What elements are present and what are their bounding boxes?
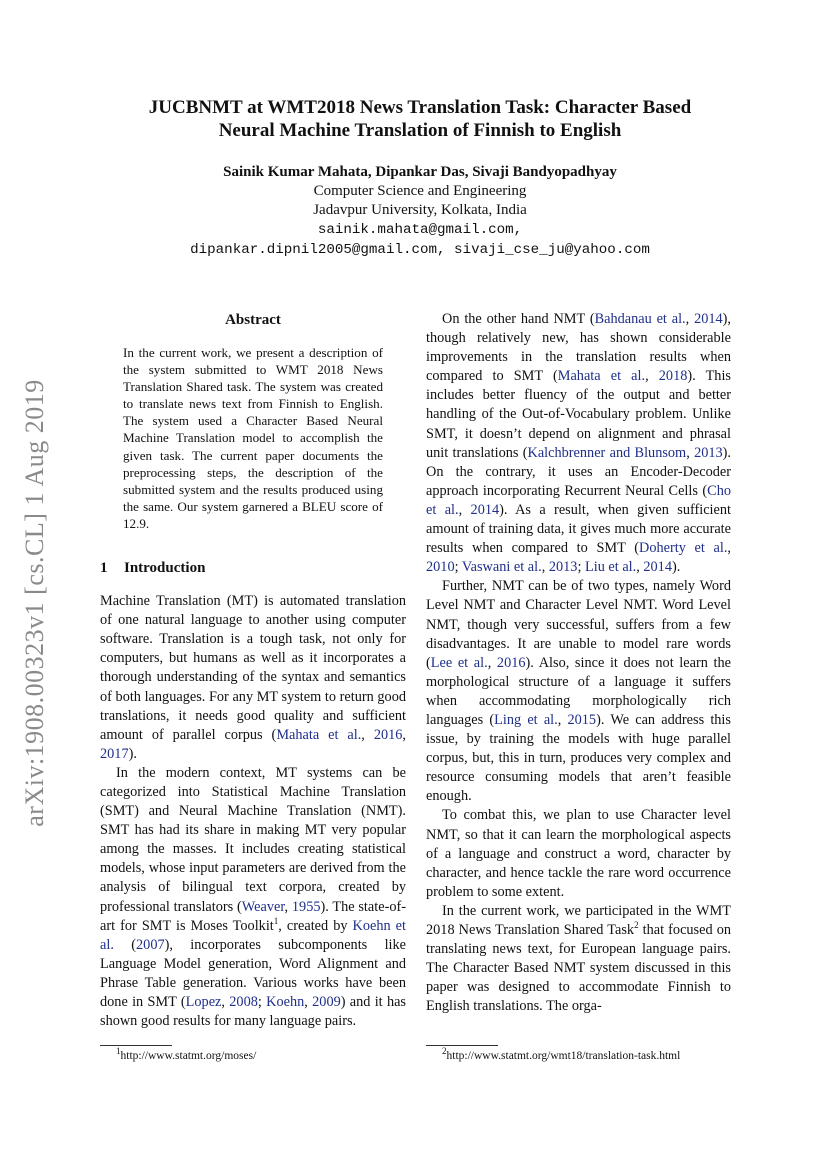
text-run: ,: [221, 994, 230, 1010]
affiliation-university: Jadavpur University, Kolkata, India: [313, 202, 527, 218]
text-run: ,: [284, 898, 292, 915]
text-run: ;: [577, 559, 585, 576]
text-run: Further, NMT can be of two types, namely Word Level NMT and Character Level NMT. Word Level NMT, though very successful, suffers from a few disadvantages. It are unable to model rare words (: [426, 578, 731, 671]
citation-link[interactable]: Cho et al.: [426, 482, 731, 518]
citation-link[interactable]: 2007: [136, 936, 165, 953]
citation-link[interactable]: Ling et al.: [494, 711, 558, 728]
text-run: In the current work, we participated in the WMT 2018 News Translation Shared Task: [426, 902, 731, 938]
citation-link[interactable]: 2014: [694, 311, 723, 327]
footnote-rule-left: [100, 1045, 172, 1046]
footnote-number: 2: [442, 1046, 447, 1057]
citation-link[interactable]: 2017: [100, 745, 129, 762]
right-paragraph-1: [426, 310, 731, 577]
citation-link[interactable]: 2015: [567, 711, 597, 728]
citation-link[interactable]: 2016: [373, 726, 403, 743]
citation-link[interactable]: 2010: [426, 559, 455, 576]
author-email-2: dipankar.dipnil2005@gmail.com, sivaji_cse_ju@yahoo.com: [190, 242, 650, 258]
abstract-text: In the current work, we present a description of the system submitted to WMT 2018 News Translation Shared task. The system was created to translate news text from Finnish to English. The system used a Character Based Neural Machine Translation model to accomplish the given task. The current paper documents the preprocessing steps, the description of the submitted system and the results produced using the same. Our system garnered a BLEU score of 12.9.: [123, 345, 383, 531]
text-run: ). On the contrary, it uses an Encoder-Decoder approach incorporating Recurrent Neural Cells (: [426, 444, 731, 499]
footnote-marker[interactable]: 1: [273, 915, 279, 926]
footnote-marker[interactable]: 2: [634, 920, 639, 931]
footnote-1: [116, 1046, 257, 1063]
citation-link[interactable]: Mahata et al.: [276, 726, 362, 743]
text-run: ,: [557, 711, 568, 728]
text-run: ,: [685, 311, 695, 327]
text-run: ). As a result, when given sufficient amount of training data, it gives much more accurate results when compared to SMT (: [426, 501, 731, 557]
text-run: ) and it has shown good results for many language pairs.: [100, 994, 406, 1030]
left-column: [100, 310, 406, 1031]
text-run: ;: [257, 994, 267, 1010]
title-block: [100, 96, 740, 260]
citation-link[interactable]: 1955: [291, 898, 321, 915]
section-heading-introduction: [100, 558, 406, 578]
citation-link[interactable]: 2009: [312, 994, 341, 1010]
text-run: ). Also, since it does not learn the morphological structure of a language it suffers when accommodating morphologically rich languages (: [426, 654, 731, 728]
citation-link[interactable]: 2014: [643, 559, 672, 576]
citation-link[interactable]: Kalchbrenner and Blunsom: [527, 444, 687, 461]
right-paragraph-2: [426, 577, 731, 806]
text-run: ), though relatively new, has shown considerable improvements in the translation results when compared to SMT (: [426, 311, 731, 385]
paper-title-line-2: Neural Machine Translation of Finnish to English: [218, 120, 622, 141]
text-run: Machine Translation (MT) is automated translation of one natural language to another using computer software. Translation is a tough task, not only for computers, but humans as well as it incorporates a thorough understanding of the syntax and semantics of both languages. For any MT system to return good translations, it needs good quality and sufficient amount of parallel corpus (: [100, 593, 406, 743]
right-column: [426, 310, 731, 1016]
citation-link[interactable]: 2014: [470, 501, 500, 518]
text-run: (: [113, 936, 137, 953]
text-run: ,: [458, 501, 471, 518]
right-paragraph-3: To combat this, we plan to use Character level NMT, so that it can learn the morphological aspects of a language and construct a word, character by character, and hence tackle the rare word occurrence problem to some extent.: [426, 807, 731, 900]
citation-link[interactable]: 2008: [229, 994, 258, 1010]
text-run: ). We can address this issue, by training the models with huge parallel corpus, but, this in turn, produces very complex and resource consuming models that aren’t feasible enough.: [426, 711, 731, 805]
citation-link[interactable]: Mahata et al.: [557, 368, 646, 385]
author-list: Sainik Kumar Mahata, Dipankar Das, Sivaji Bandyopadhyay: [223, 164, 617, 180]
text-run: ,: [541, 559, 549, 576]
paper-title-line-1: JUCBNMT at WMT2018 News Translation Task: Character Based: [148, 97, 692, 118]
text-run: ). The state-of-art for SMT is Moses Toolkit: [100, 898, 406, 934]
citation-link[interactable]: Bahdanau et al.: [594, 311, 686, 327]
citation-link[interactable]: Koehn: [266, 994, 305, 1010]
footnote-2: [442, 1046, 681, 1063]
author-email-1: sainik.mahata@gmail.com,: [317, 222, 523, 238]
arxiv-side-stamp: [20, 368, 50, 838]
text-run: ,: [636, 559, 644, 576]
arxiv-stamp-text: arXiv:1908.00323v1 [cs.CL] 1 Aug 2019: [20, 379, 49, 827]
text-run: ,: [487, 654, 497, 671]
section-title: Introduction: [124, 560, 206, 577]
text-run: ,: [727, 540, 731, 557]
footnote-number: 1: [116, 1046, 121, 1057]
text-run: ). This includes better fluency of the output and better handling of the Out-of-Vocabulary problem. Unlike SMT, it doesn’t depend on alignment and phrasal unit translations (: [426, 368, 731, 461]
citation-link[interactable]: 2013: [548, 559, 578, 576]
text-run: ,: [402, 726, 406, 743]
text-run: On the other hand NMT (: [442, 311, 595, 327]
citation-link[interactable]: Liu et al.: [585, 559, 637, 576]
text-run: ), incorporates subcomponents like Language Model generation, Word Alignment and Phrase Table generation. Various works have been done in SMT (: [100, 936, 407, 1010]
section-number: 1: [100, 560, 108, 577]
text-run: ,: [686, 444, 695, 461]
citation-link[interactable]: Lee et al.: [430, 654, 488, 671]
text-run: ).: [671, 559, 681, 576]
text-run: , created by: [278, 917, 353, 934]
right-paragraph-4: [426, 902, 731, 1017]
footnote-url[interactable]: http://www.statmt.org/wmt18/translation-task.html: [446, 1050, 681, 1062]
citation-link[interactable]: Vaswani et al.: [461, 559, 542, 576]
citation-link[interactable]: Doherty et al.: [639, 540, 728, 557]
intro-paragraph-2: [100, 764, 406, 1031]
intro-paragraph-1: [100, 592, 406, 764]
citation-link[interactable]: Weaver: [241, 898, 285, 915]
affiliation-dept: Computer Science and Engineering: [313, 183, 527, 199]
text-run: ,: [304, 994, 313, 1010]
text-run: In the modern context, MT systems can be categorized into Statistical Machine Translation (SMT) and Neural Machine Translation (NMT). SMT has had its share in making MT very popular among the masses. It includes creating statistical models, whose input parameters are derived from the analysis of bilingual text corpora, created by professional translators (: [100, 764, 406, 915]
text-run: ).: [128, 745, 137, 762]
text-run: ;: [454, 559, 462, 576]
text-run: ,: [361, 726, 374, 743]
abstract-heading: Abstract: [225, 312, 281, 328]
citation-link[interactable]: Lopez: [185, 994, 222, 1010]
text-run: ,: [645, 368, 659, 385]
text-run: that focused on translating news text, for European language pairs. The Character Based NMT system discussed in this paper was designed to accommodate Finnish to English translations. The orga-: [426, 922, 731, 1015]
citation-link[interactable]: Koehn et al.: [100, 917, 407, 953]
citation-link[interactable]: 2013: [694, 444, 723, 461]
footnote-url[interactable]: http://www.statmt.org/moses/: [120, 1050, 257, 1062]
citation-link[interactable]: 2018: [658, 368, 688, 385]
footnote-rule-right: [426, 1045, 498, 1046]
citation-link[interactable]: 2016: [496, 654, 526, 671]
